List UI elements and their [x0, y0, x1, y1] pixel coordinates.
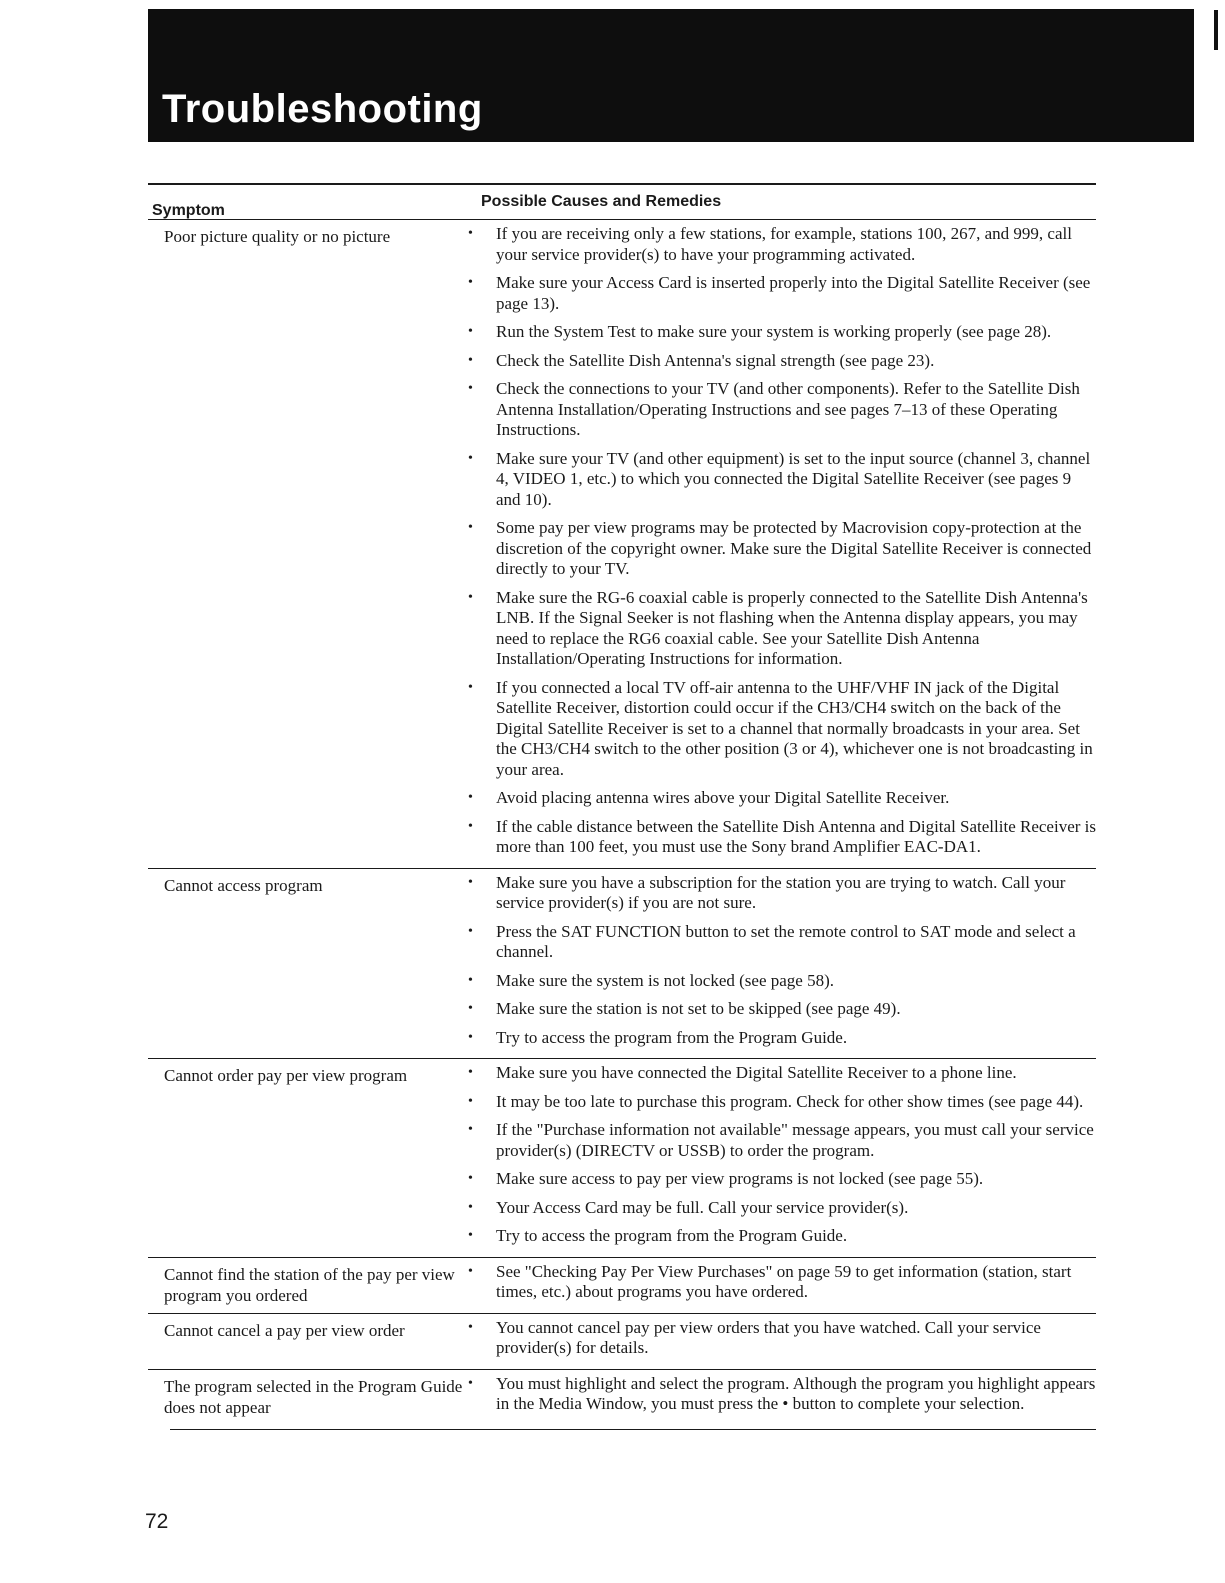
remedy-item: • Try to access the program from the Program Guide. — [466, 1226, 1096, 1247]
troubleshooting-table — [148, 183, 1096, 1430]
remedy-item: • Make sure you have connected the Digital Satellite Receiver to a phone line. — [466, 1063, 1096, 1084]
table-row — [148, 868, 1096, 1059]
table-row — [148, 1058, 1096, 1257]
symptom-cell: Cannot find the station of the pay per view program you ordered — [164, 1264, 455, 1305]
symptom-cell: Cannot access program — [164, 875, 323, 895]
remedies-cell — [466, 220, 1096, 868]
remedy-item: • Make sure your Access Card is inserted properly into the Digital Satellite Receiver (see page 13). — [466, 273, 1096, 314]
table-header — [148, 183, 1096, 220]
remedies-cell — [466, 869, 1096, 1059]
remedy-item: • Make sure the station is not set to be skipped (see page 49). — [466, 999, 1096, 1020]
table-row — [148, 1313, 1096, 1369]
page-title: Troubleshooting — [162, 87, 483, 131]
symptom-column-header: Symptom — [152, 202, 225, 219]
remedy-item: • You cannot cancel pay per view orders that you have watched. Call your service provider(s) for details. — [466, 1318, 1096, 1359]
remedy-item: • If you are receiving only a few stations, for example, stations 100, 267, and 999, call your service provider(s) to have your programming activated. — [466, 224, 1096, 265]
symptom-cell: Cannot cancel a pay per view order — [164, 1320, 405, 1340]
remedy-item: • You must highlight and select the program. Although the program you highlight appears in the Media Window, you must press the • button to complete your selection. — [466, 1374, 1096, 1415]
table-row — [148, 1257, 1096, 1313]
remedies-cell — [466, 1258, 1096, 1313]
page-number: 72 — [145, 1510, 169, 1533]
remedy-item: • Run the System Test to make sure your system is working properly (see page 28). — [466, 322, 1096, 343]
symptom-cell: Cannot order pay per view program — [164, 1066, 408, 1085]
remedy-item: • It may be too late to purchase this program. Check for other show times (see page 44). — [466, 1092, 1096, 1113]
remedy-item: • Make sure your TV (and other equipment) is set to the input source (channel 3, channel 4, VIDEO 1, etc.) to which you connected the Digital Satellite Receiver (see pages 9 and 10). — [466, 449, 1096, 511]
symptom-cell: Poor picture quality or no picture — [164, 227, 391, 246]
remedy-item: • Press the SAT FUNCTION button to set the remote control to SAT mode and select a channel. — [466, 922, 1096, 963]
remedy-item: • Check the connections to your TV (and other components). Refer to the Satellite Dish Antenna Installation/Operating Instructions and see pages 7–13 of these Operating Instructions. — [466, 379, 1096, 441]
remedy-item: • If the cable distance between the Satellite Dish Antenna and Digital Satellite Receiver is more than 100 feet, you must use the Sony brand Amplifier EAC-DA1. — [466, 817, 1096, 858]
remedy-item: • Make sure you have a subscription for the station you are trying to watch. Call your service provider(s) if you are not sure. — [466, 873, 1096, 914]
table-end-rule — [170, 1429, 1096, 1430]
remedy-item: • Make sure the RG-6 coaxial cable is properly connected to the Satellite Dish Antenna's LNB. If the Signal Seeker is not flashing when the Antenna display appears, you may need to replace the RG6 coaxial cable. See your Satellite Dish Antenna Installation/Operating Instructions for information. — [466, 588, 1096, 670]
remedies-column-header: Possible Causes and Remedies — [481, 193, 722, 210]
symptom-cell: The program selected in the Program Guide does not appear — [164, 1376, 463, 1417]
remedies-cell — [466, 1370, 1096, 1425]
remedy-item: • See "Checking Pay Per View Purchases" on page 59 to get information (station, start times, etc.) about programs you have ordered. — [466, 1262, 1096, 1303]
remedy-item: • Try to access the program from the Program Guide. — [466, 1028, 1096, 1049]
remedy-item: • Check the Satellite Dish Antenna's signal strength (see page 23). — [466, 351, 1096, 372]
remedy-item: • Your Access Card may be full. Call your service provider(s). — [466, 1198, 1096, 1219]
remedies-cell — [466, 1314, 1096, 1369]
remedies-cell — [466, 1059, 1096, 1257]
remedy-item: • Make sure access to pay per view programs is not locked (see page 55). — [466, 1169, 1096, 1190]
remedy-item: • If you connected a local TV off-air antenna to the UHF/VHF IN jack of the Digital Satellite Receiver, distortion could occur if the CH3/CH4 switch on the back of the Digital Satellite Receiver is set to a channel that normally broadcasts in your area. Set the CH3/CH4 switch to the other position (3 or 4), whichever one is not broadcasting in your area. — [466, 678, 1096, 781]
remedy-item: • Avoid placing antenna wires above your Digital Satellite Receiver. — [466, 788, 1096, 809]
remedy-item: • Make sure the system is not locked (see page 58). — [466, 971, 1096, 992]
table-row — [148, 220, 1096, 868]
edge-mark — [1214, 10, 1218, 50]
table-row — [148, 1369, 1096, 1425]
remedy-item: • If the "Purchase information not available" message appears, you must call your service provider(s) (DIRECTV or USSB) to order the program. — [466, 1120, 1096, 1161]
remedy-item: • Some pay per view programs may be protected by Macrovision copy-protection at the discretion of the copyright owner. Make sure the Digital Satellite Receiver is connected directly to your TV. — [466, 518, 1096, 580]
title-banner — [148, 9, 1194, 142]
